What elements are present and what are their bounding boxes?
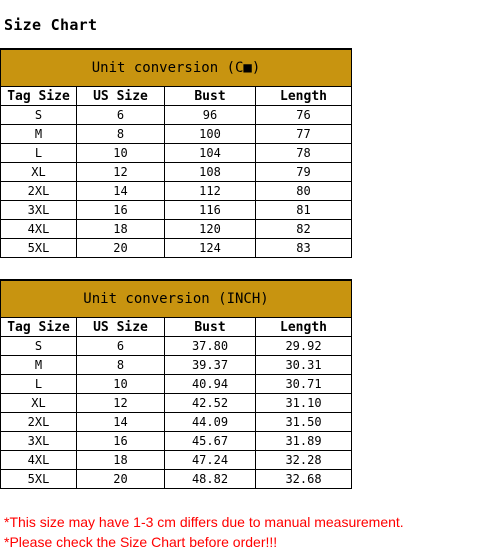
cell-length: 83 (256, 239, 352, 258)
cell-us-size: 10 (77, 144, 165, 163)
cell-length: 82 (256, 220, 352, 239)
table-row (1, 375, 352, 394)
cell-length: 32.28 (256, 451, 352, 470)
table-row (1, 220, 352, 239)
table-row (1, 451, 352, 470)
cell-length: 78 (256, 144, 352, 163)
cell-length: 32.68 (256, 470, 352, 489)
page-title: Size Chart (4, 16, 98, 34)
cell-bust: 100 (165, 125, 256, 144)
cell-tag-size: XL (1, 394, 77, 413)
cell-us-size: 10 (77, 375, 165, 394)
cell-tag-size: 2XL (1, 182, 77, 201)
cell-us-size: 20 (77, 470, 165, 489)
check-chart-note: *Please check the Size Chart before order!!! (4, 534, 278, 550)
cell-us-size: 14 (77, 413, 165, 432)
cell-us-size: 6 (77, 106, 165, 125)
size-table-cm (0, 48, 352, 258)
cell-tag-size: 4XL (1, 220, 77, 239)
table-row (1, 201, 352, 220)
table-row (1, 239, 352, 258)
table-row (1, 394, 352, 413)
cell-length: 80 (256, 182, 352, 201)
cell-tag-size: 3XL (1, 432, 77, 451)
cell-length: 31.89 (256, 432, 352, 451)
cell-tag-size: XL (1, 163, 77, 182)
table-row (1, 337, 352, 356)
cell-tag-size: S (1, 106, 77, 125)
cell-tag-size: S (1, 337, 77, 356)
cell-us-size: 16 (77, 201, 165, 220)
cell-bust: 120 (165, 220, 256, 239)
cell-tag-size: 4XL (1, 451, 77, 470)
column-header-tag-size: Tag Size (1, 318, 77, 337)
cell-bust: 96 (165, 106, 256, 125)
cell-bust: 48.82 (165, 470, 256, 489)
cell-bust: 42.52 (165, 394, 256, 413)
cell-tag-size: L (1, 375, 77, 394)
cell-tag-size: M (1, 125, 77, 144)
cell-us-size: 18 (77, 451, 165, 470)
table-row (1, 182, 352, 201)
cell-bust: 104 (165, 144, 256, 163)
size-table-inch (0, 279, 352, 489)
cell-us-size: 14 (77, 182, 165, 201)
cell-tag-size: 2XL (1, 413, 77, 432)
table-row (1, 125, 352, 144)
cell-bust: 44.09 (165, 413, 256, 432)
column-header-bust: Bust (165, 87, 256, 106)
cell-bust: 124 (165, 239, 256, 258)
cell-tag-size: 5XL (1, 470, 77, 489)
cell-length: 81 (256, 201, 352, 220)
disclaimer-note: *This size may have 1-3 cm differs due to manual measurement. (4, 514, 404, 530)
cell-length: 31.10 (256, 394, 352, 413)
cell-tag-size: 3XL (1, 201, 77, 220)
cell-us-size: 20 (77, 239, 165, 258)
table-row (1, 413, 352, 432)
cell-us-size: 8 (77, 356, 165, 375)
cell-tag-size: M (1, 356, 77, 375)
cell-bust: 47.24 (165, 451, 256, 470)
cell-us-size: 16 (77, 432, 165, 451)
cell-length: 31.50 (256, 413, 352, 432)
cell-tag-size: L (1, 144, 77, 163)
cell-bust: 116 (165, 201, 256, 220)
cell-us-size: 8 (77, 125, 165, 144)
cell-bust: 39.37 (165, 356, 256, 375)
column-header-tag-size: Tag Size (1, 87, 77, 106)
table-row (1, 144, 352, 163)
column-header-us-size: US Size (77, 318, 165, 337)
column-header-us-size: US Size (77, 87, 165, 106)
table-heading: Unit conversion (C■) (1, 49, 352, 87)
table-row (1, 163, 352, 182)
column-header-bust: Bust (165, 318, 256, 337)
cell-length: 30.71 (256, 375, 352, 394)
cell-bust: 37.80 (165, 337, 256, 356)
cell-length: 29.92 (256, 337, 352, 356)
table-row (1, 470, 352, 489)
table-row (1, 432, 352, 451)
cell-us-size: 12 (77, 163, 165, 182)
cell-length: 77 (256, 125, 352, 144)
cell-tag-size: 5XL (1, 239, 77, 258)
cell-length: 30.31 (256, 356, 352, 375)
cell-length: 76 (256, 106, 352, 125)
cell-bust: 108 (165, 163, 256, 182)
table-row (1, 106, 352, 125)
cell-us-size: 12 (77, 394, 165, 413)
cell-length: 79 (256, 163, 352, 182)
cell-bust: 112 (165, 182, 256, 201)
cell-bust: 40.94 (165, 375, 256, 394)
table-row (1, 356, 352, 375)
column-header-length: Length (256, 318, 352, 337)
cell-us-size: 18 (77, 220, 165, 239)
cell-bust: 45.67 (165, 432, 256, 451)
table-heading: Unit conversion (INCH) (1, 280, 352, 318)
cell-us-size: 6 (77, 337, 165, 356)
column-header-length: Length (256, 87, 352, 106)
